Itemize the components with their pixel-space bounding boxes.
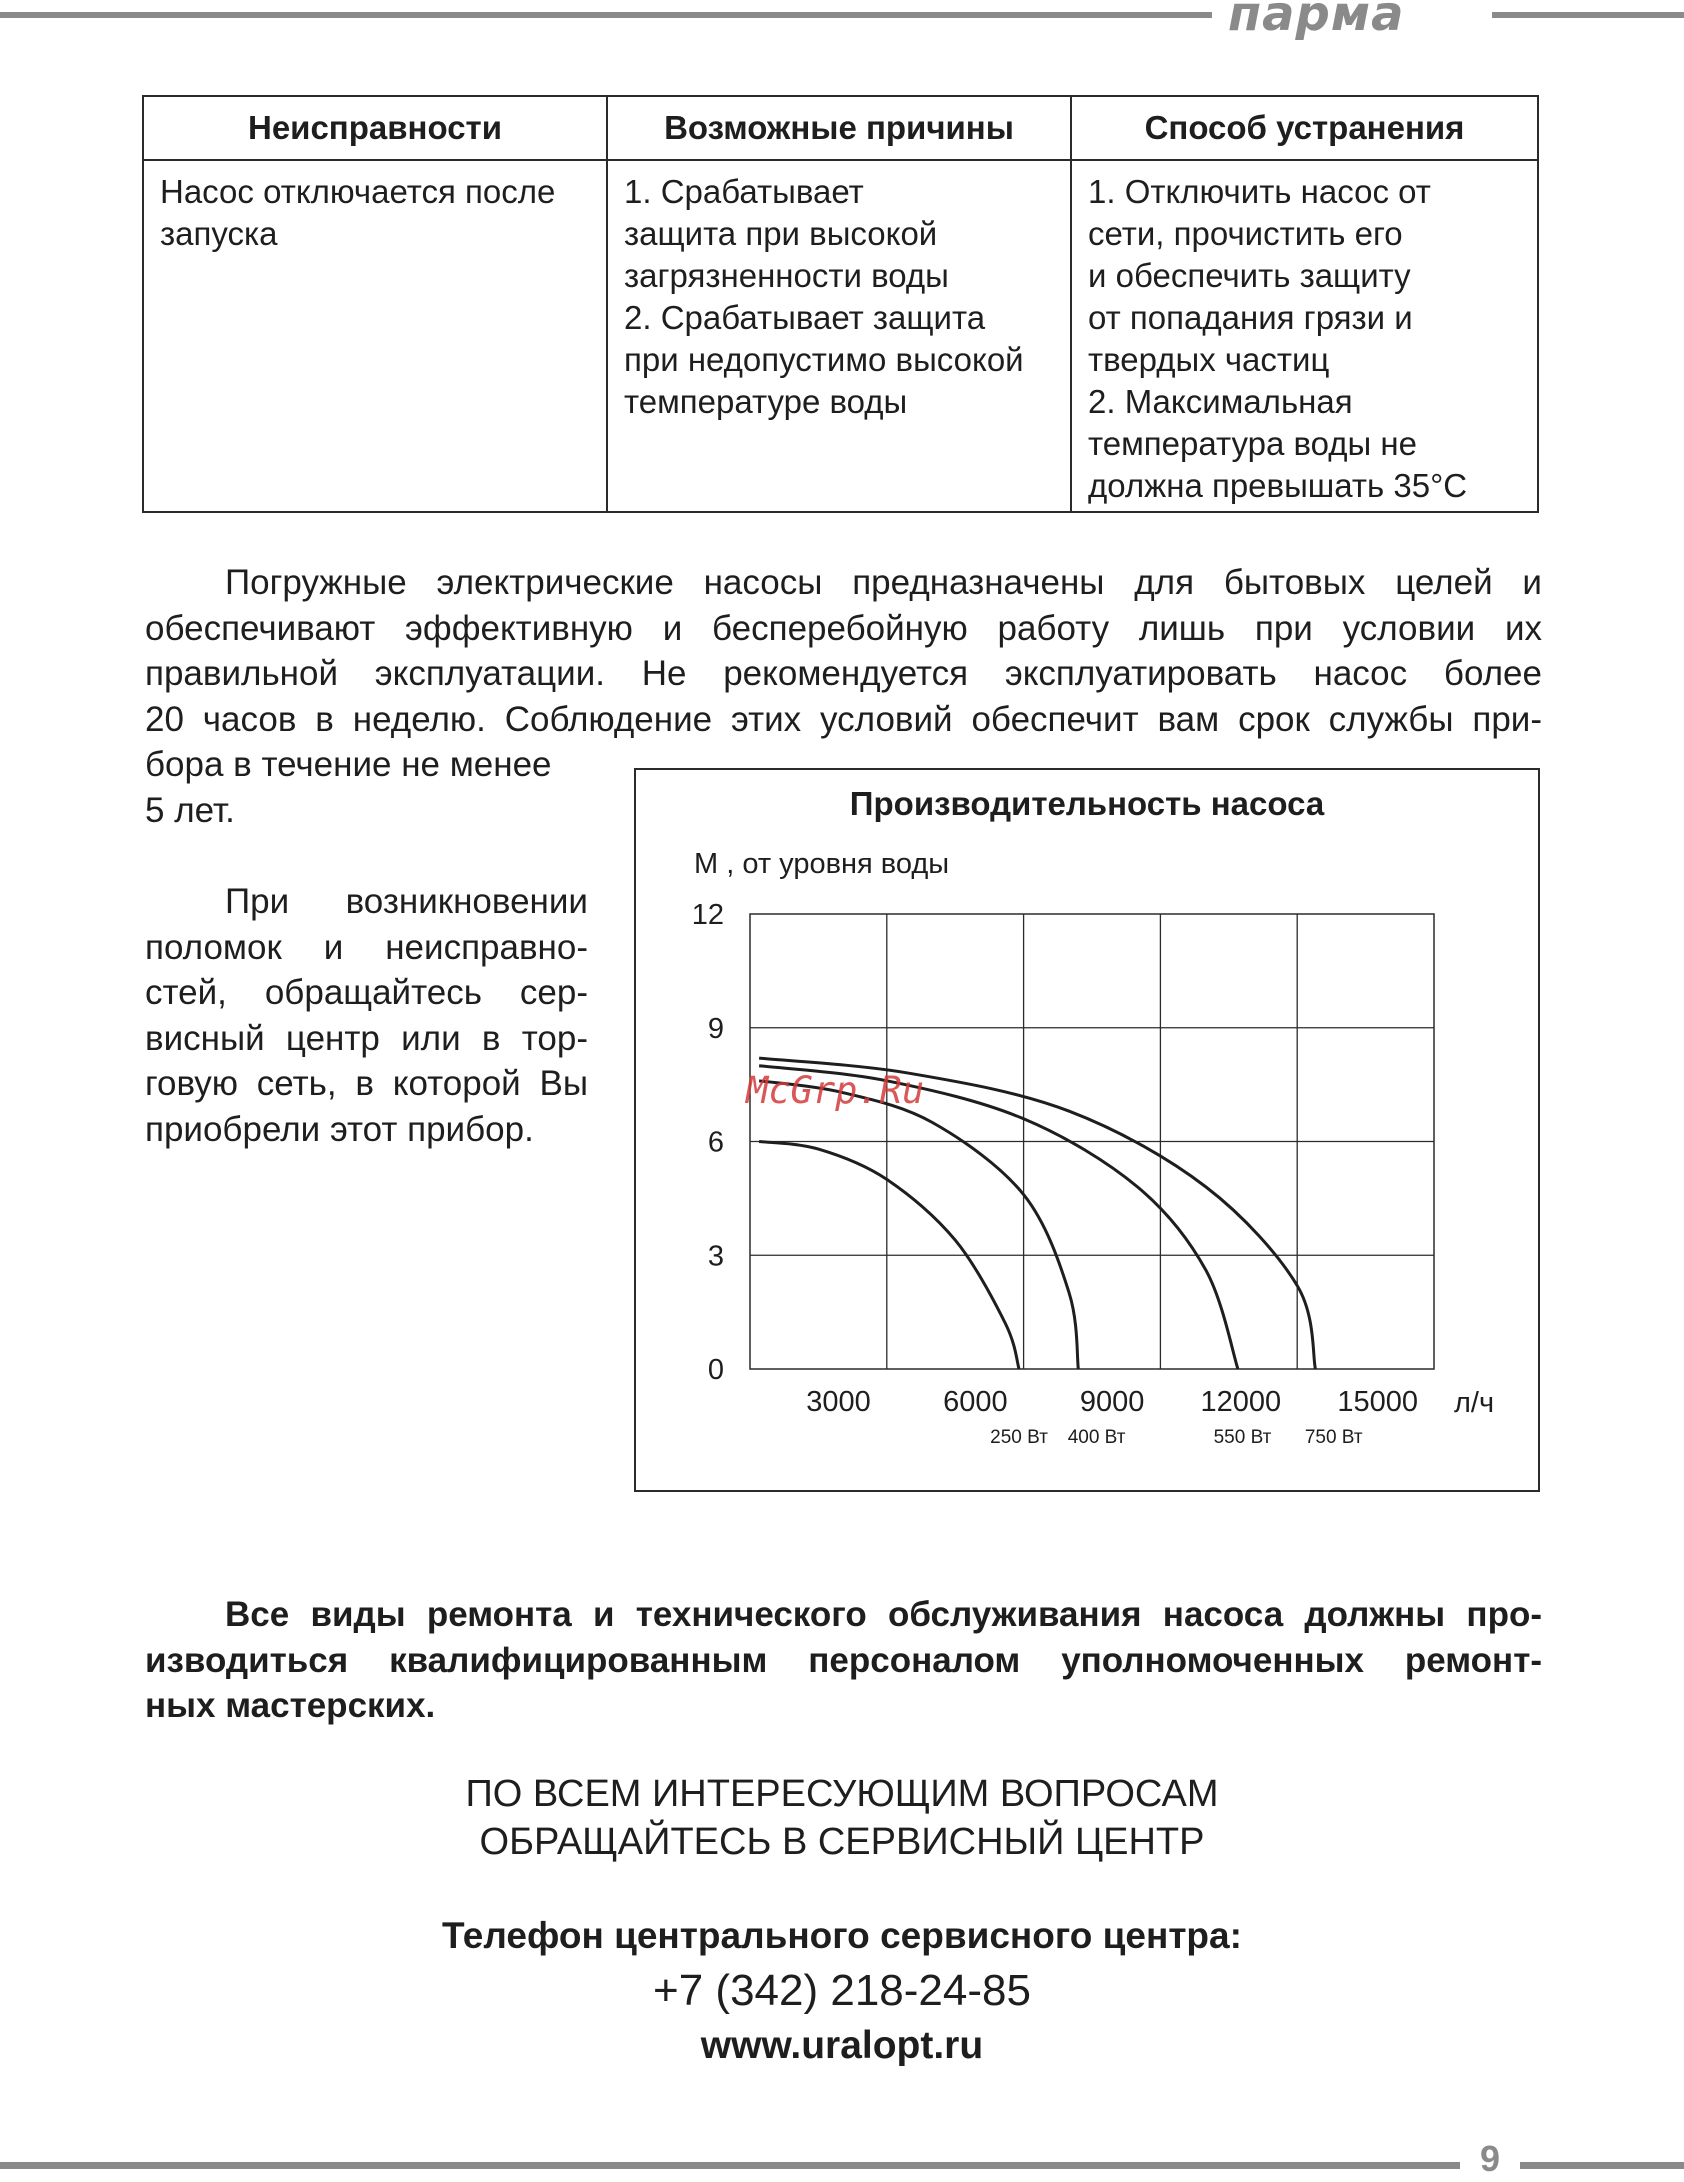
y-tick-label: 0 <box>707 1354 724 1386</box>
contact-line-2: ОБРАЩАЙТЕСЬ В СЕРВИСНЫЙ ЦЕНТР <box>479 1821 1205 1863</box>
power-label: 750 Вт <box>1304 1427 1363 1448</box>
footer-rule-right <box>1520 2162 1684 2169</box>
text-line: стей, обращайтесь сер- <box>145 973 588 1012</box>
chart-x-axis-label: л/ч <box>1454 1387 1495 1419</box>
cell-line: твердых частиц <box>1088 341 1330 378</box>
cell-line: 2. Срабатывает защита <box>624 299 986 336</box>
y-tick-label: 9 <box>707 1012 724 1045</box>
text-line: обеспечивают эффективную и бесперебойную работу лишь при условии их <box>145 608 1542 648</box>
phone-number[interactable]: +7 (342) 218-24-85 <box>653 1966 1031 2015</box>
cell-line: Насос отключается после <box>160 173 556 210</box>
y-tick-label: 3 <box>707 1240 724 1273</box>
cell-line: защита при высокой <box>624 215 938 252</box>
header-rule-right <box>1492 12 1684 18</box>
x-tick-label: 12000 <box>1200 1386 1282 1418</box>
y-tick-label: 6 <box>707 1126 724 1159</box>
pump-performance-chart <box>634 768 1540 1492</box>
header-rule-left <box>0 12 1212 18</box>
cell-line: 1. Срабатывает <box>624 173 864 210</box>
cell-line: 2. Максимальная <box>1088 383 1353 420</box>
cell-line: от попадания грязи и <box>1088 299 1413 336</box>
watermark-text: McGrp.Ru <box>746 1069 925 1112</box>
text-line: Все виды ремонта и технического обслуживания насоса должны про- <box>225 1595 1542 1634</box>
power-label: 400 Вт <box>1067 1427 1126 1448</box>
y-tick-label: 12 <box>691 899 724 931</box>
troubleshooting-table <box>142 95 1539 513</box>
cell-line: сети, прочистить его <box>1088 215 1403 252</box>
text-line: правильной эксплуатации. Не рекомендуется эксплуатировать насос более <box>145 654 1542 693</box>
text-line: висный центр или в тор- <box>145 1018 588 1058</box>
cell-line: температура воды не <box>1088 425 1417 462</box>
column-header-faults: Неисправности <box>143 96 607 160</box>
cell-line: должна превышать 35°С <box>1088 467 1468 504</box>
phone-label: Телефон центрального сервисного центра: <box>442 1915 1242 1956</box>
text-line: бора в течение не менее <box>145 745 552 784</box>
chart-canvas <box>634 768 1540 1492</box>
chart-title: Производительность насоса <box>849 785 1325 822</box>
power-label: 250 Вт <box>990 1427 1048 1448</box>
remedy-cell <box>1071 160 1538 512</box>
cell-line: запуска <box>160 215 278 252</box>
service-paragraph <box>145 879 588 1152</box>
performance-curve-400-Вт <box>759 1081 1078 1369</box>
footer-rule-left <box>0 2162 1460 2169</box>
text-line: поломок и неисправно- <box>145 927 588 967</box>
contact-line-1: ПО ВСЕМ ИНТЕРЕСУЮЩИМ ВОПРОСАМ <box>465 1773 1219 1815</box>
website-link[interactable]: www.uralopt.ru <box>700 2024 984 2067</box>
table-row <box>143 160 1538 512</box>
x-tick-label: 15000 <box>1337 1386 1418 1418</box>
x-tick-label: 9000 <box>1079 1386 1145 1418</box>
text-line: Погружные электрические насосы предназначены для бытовых целей и <box>225 563 1542 602</box>
cell-line: 1. Отключить насос от <box>1088 173 1431 210</box>
table-header-row <box>143 96 1538 160</box>
cell-line: температуре воды <box>624 383 908 420</box>
x-tick-label: 3000 <box>806 1386 871 1418</box>
x-tick-label: 6000 <box>943 1386 1008 1418</box>
page-number: 9 <box>1479 2138 1501 2179</box>
column-header-causes: Возможные причины <box>607 96 1071 160</box>
text-line: изводиться квалифицированным персоналом уполномоченных ремонт- <box>145 1640 1542 1680</box>
cell-line: при недопустимо высокой <box>624 341 1024 378</box>
cell-line: загрязненности воды <box>624 257 949 294</box>
text-line: говую сеть, в которой Вы <box>145 1064 588 1103</box>
text-line: приобрели этот прибор. <box>145 1109 534 1149</box>
text-line: 20 часов в неделю. Соблюдение этих условий обеспечит вам срок службы при- <box>145 699 1542 739</box>
usage-paragraph-continued <box>145 742 590 833</box>
chart-y-axis-label: М , от уровня воды <box>694 848 950 880</box>
fault-cell <box>143 160 607 512</box>
causes-cell <box>607 160 1071 512</box>
text-line: 5 лет. <box>145 790 235 830</box>
maintenance-notice <box>145 1592 1542 1729</box>
text-line: При возникновении <box>225 882 588 921</box>
text-line: ных мастерских. <box>145 1686 436 1725</box>
usage-paragraph <box>145 560 1542 742</box>
cell-line: и обеспечить защиту <box>1088 257 1411 294</box>
column-header-remedy: Способ устранения <box>1071 96 1538 160</box>
power-label: 550 Вт <box>1213 1427 1272 1448</box>
brand-logo: парма <box>1228 0 1405 42</box>
